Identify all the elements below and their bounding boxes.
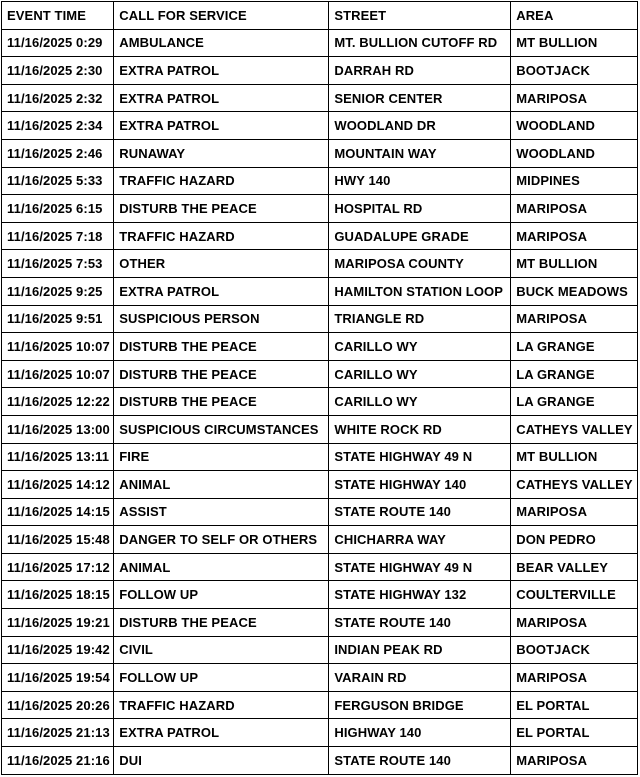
table-row xyxy=(2,553,638,581)
event-time-cell: 11/16/2025 7:18 xyxy=(2,222,114,250)
street-cell: CARILLO WY xyxy=(329,333,511,361)
event-time-cell: 11/16/2025 10:07 xyxy=(2,360,114,388)
area-cell: MT BULLION xyxy=(511,443,638,471)
table-row xyxy=(2,222,638,250)
header-call-for-service: CALL FOR SERVICE xyxy=(114,2,329,30)
area-cell: MARIPOSA xyxy=(511,222,638,250)
event-time-cell: 11/16/2025 21:16 xyxy=(2,747,114,775)
area-cell: WOODLAND xyxy=(511,139,638,167)
event-time-cell: 11/16/2025 2:30 xyxy=(2,57,114,85)
call-for-service-cell: ANIMAL xyxy=(114,553,329,581)
event-time-cell: 11/16/2025 7:53 xyxy=(2,250,114,278)
table-body xyxy=(2,29,638,774)
event-time-cell: 11/16/2025 5:33 xyxy=(2,167,114,195)
table-header xyxy=(2,2,638,30)
call-for-service-cell: DISTURB THE PEACE xyxy=(114,333,329,361)
street-cell: DARRAH RD xyxy=(329,57,511,85)
call-for-service-cell: EXTRA PATROL xyxy=(114,719,329,747)
header-row xyxy=(2,2,638,30)
call-for-service-cell: SUSPICIOUS PERSON xyxy=(114,305,329,333)
call-for-service-cell: EXTRA PATROL xyxy=(114,277,329,305)
event-time-cell: 11/16/2025 13:11 xyxy=(2,443,114,471)
call-for-service-cell: EXTRA PATROL xyxy=(114,112,329,140)
area-cell: MIDPINES xyxy=(511,167,638,195)
table-row xyxy=(2,139,638,167)
call-for-service-cell: EXTRA PATROL xyxy=(114,84,329,112)
event-time-cell: 11/16/2025 13:00 xyxy=(2,415,114,443)
call-for-service-cell: DISTURB THE PEACE xyxy=(114,388,329,416)
call-for-service-cell: EXTRA PATROL xyxy=(114,57,329,85)
call-for-service-cell: CIVIL xyxy=(114,636,329,664)
header-street: STREET xyxy=(329,2,511,30)
table-row xyxy=(2,250,638,278)
area-cell: MARIPOSA xyxy=(511,747,638,775)
area-cell: EL PORTAL xyxy=(511,719,638,747)
area-cell: MARIPOSA xyxy=(511,609,638,637)
area-cell: MARIPOSA xyxy=(511,305,638,333)
area-cell: MT BULLION xyxy=(511,29,638,57)
call-for-service-cell: ASSIST xyxy=(114,498,329,526)
table-row xyxy=(2,664,638,692)
street-cell: HOSPITAL RD xyxy=(329,195,511,223)
call-log-table xyxy=(1,1,638,775)
event-time-cell: 11/16/2025 2:46 xyxy=(2,139,114,167)
event-time-cell: 11/16/2025 20:26 xyxy=(2,691,114,719)
event-time-cell: 11/16/2025 6:15 xyxy=(2,195,114,223)
area-cell: LA GRANGE xyxy=(511,333,638,361)
street-cell: MT. BULLION CUTOFF RD xyxy=(329,29,511,57)
table-row xyxy=(2,167,638,195)
street-cell: INDIAN PEAK RD xyxy=(329,636,511,664)
street-cell: MARIPOSA COUNTY xyxy=(329,250,511,278)
street-cell: VARAIN RD xyxy=(329,664,511,692)
street-cell: STATE HIGHWAY 49 N xyxy=(329,443,511,471)
area-cell: CATHEYS VALLEY xyxy=(511,471,638,499)
area-cell: COULTERVILLE xyxy=(511,581,638,609)
area-cell: BOOTJACK xyxy=(511,57,638,85)
event-time-cell: 11/16/2025 9:51 xyxy=(2,305,114,333)
area-cell: BOOTJACK xyxy=(511,636,638,664)
table-row xyxy=(2,112,638,140)
area-cell: CATHEYS VALLEY xyxy=(511,415,638,443)
call-for-service-cell: TRAFFIC HAZARD xyxy=(114,222,329,250)
street-cell: MOUNTAIN WAY xyxy=(329,139,511,167)
event-time-cell: 11/16/2025 14:12 xyxy=(2,471,114,499)
call-for-service-cell: DANGER TO SELF OR OTHERS xyxy=(114,526,329,554)
table-row xyxy=(2,609,638,637)
street-cell: FERGUSON BRIDGE xyxy=(329,691,511,719)
header-event-time: EVENT TIME xyxy=(2,2,114,30)
table-row xyxy=(2,29,638,57)
area-cell: MT BULLION xyxy=(511,250,638,278)
table-row xyxy=(2,360,638,388)
event-time-cell: 11/16/2025 2:34 xyxy=(2,112,114,140)
street-cell: TRIANGLE RD xyxy=(329,305,511,333)
area-cell: MARIPOSA xyxy=(511,84,638,112)
area-cell: DON PEDRO xyxy=(511,526,638,554)
street-cell: CARILLO WY xyxy=(329,360,511,388)
table-row xyxy=(2,443,638,471)
table-row xyxy=(2,471,638,499)
event-time-cell: 11/16/2025 0:29 xyxy=(2,29,114,57)
event-time-cell: 11/16/2025 12:22 xyxy=(2,388,114,416)
area-cell: BUCK MEADOWS xyxy=(511,277,638,305)
area-cell: LA GRANGE xyxy=(511,360,638,388)
area-cell: WOODLAND xyxy=(511,112,638,140)
street-cell: WHITE ROCK RD xyxy=(329,415,511,443)
table-row xyxy=(2,691,638,719)
call-for-service-cell: TRAFFIC HAZARD xyxy=(114,167,329,195)
call-for-service-cell: RUNAWAY xyxy=(114,139,329,167)
event-time-cell: 11/16/2025 9:25 xyxy=(2,277,114,305)
call-for-service-cell: DISTURB THE PEACE xyxy=(114,360,329,388)
table-row xyxy=(2,388,638,416)
area-cell: LA GRANGE xyxy=(511,388,638,416)
event-time-cell: 11/16/2025 14:15 xyxy=(2,498,114,526)
table-row xyxy=(2,305,638,333)
street-cell: GUADALUPE GRADE xyxy=(329,222,511,250)
street-cell: CHICHARRA WAY xyxy=(329,526,511,554)
area-cell: EL PORTAL xyxy=(511,691,638,719)
call-for-service-cell: TRAFFIC HAZARD xyxy=(114,691,329,719)
event-time-cell: 11/16/2025 15:48 xyxy=(2,526,114,554)
street-cell: CARILLO WY xyxy=(329,388,511,416)
street-cell: SENIOR CENTER xyxy=(329,84,511,112)
call-for-service-cell: AMBULANCE xyxy=(114,29,329,57)
table-row xyxy=(2,415,638,443)
street-cell: STATE HIGHWAY 140 xyxy=(329,471,511,499)
table-row xyxy=(2,277,638,305)
street-cell: STATE HIGHWAY 49 N xyxy=(329,553,511,581)
event-time-cell: 11/16/2025 2:32 xyxy=(2,84,114,112)
call-for-service-cell: FOLLOW UP xyxy=(114,664,329,692)
call-for-service-cell: SUSPICIOUS CIRCUMSTANCES xyxy=(114,415,329,443)
call-for-service-cell: FIRE xyxy=(114,443,329,471)
table-row xyxy=(2,526,638,554)
event-time-cell: 11/16/2025 19:42 xyxy=(2,636,114,664)
table-row xyxy=(2,333,638,361)
call-for-service-cell: DUI xyxy=(114,747,329,775)
table-row xyxy=(2,581,638,609)
street-cell: WOODLAND DR xyxy=(329,112,511,140)
area-cell: MARIPOSA xyxy=(511,664,638,692)
table-row xyxy=(2,57,638,85)
table-row xyxy=(2,84,638,112)
street-cell: HAMILTON STATION LOOP xyxy=(329,277,511,305)
call-for-service-cell: DISTURB THE PEACE xyxy=(114,195,329,223)
table-row xyxy=(2,636,638,664)
table-row xyxy=(2,719,638,747)
header-area: AREA xyxy=(511,2,638,30)
street-cell: HIGHWAY 140 xyxy=(329,719,511,747)
event-time-cell: 11/16/2025 17:12 xyxy=(2,553,114,581)
call-for-service-cell: DISTURB THE PEACE xyxy=(114,609,329,637)
area-cell: BEAR VALLEY xyxy=(511,553,638,581)
call-for-service-cell: OTHER xyxy=(114,250,329,278)
street-cell: STATE ROUTE 140 xyxy=(329,498,511,526)
call-for-service-cell: FOLLOW UP xyxy=(114,581,329,609)
area-cell: MARIPOSA xyxy=(511,195,638,223)
street-cell: STATE HIGHWAY 132 xyxy=(329,581,511,609)
table-row xyxy=(2,498,638,526)
event-time-cell: 11/16/2025 18:15 xyxy=(2,581,114,609)
call-for-service-cell: ANIMAL xyxy=(114,471,329,499)
street-cell: STATE ROUTE 140 xyxy=(329,747,511,775)
event-time-cell: 11/16/2025 19:54 xyxy=(2,664,114,692)
street-cell: STATE ROUTE 140 xyxy=(329,609,511,637)
table-row xyxy=(2,195,638,223)
table-row xyxy=(2,747,638,775)
event-time-cell: 11/16/2025 10:07 xyxy=(2,333,114,361)
event-time-cell: 11/16/2025 19:21 xyxy=(2,609,114,637)
street-cell: HWY 140 xyxy=(329,167,511,195)
event-time-cell: 11/16/2025 21:13 xyxy=(2,719,114,747)
area-cell: MARIPOSA xyxy=(511,498,638,526)
